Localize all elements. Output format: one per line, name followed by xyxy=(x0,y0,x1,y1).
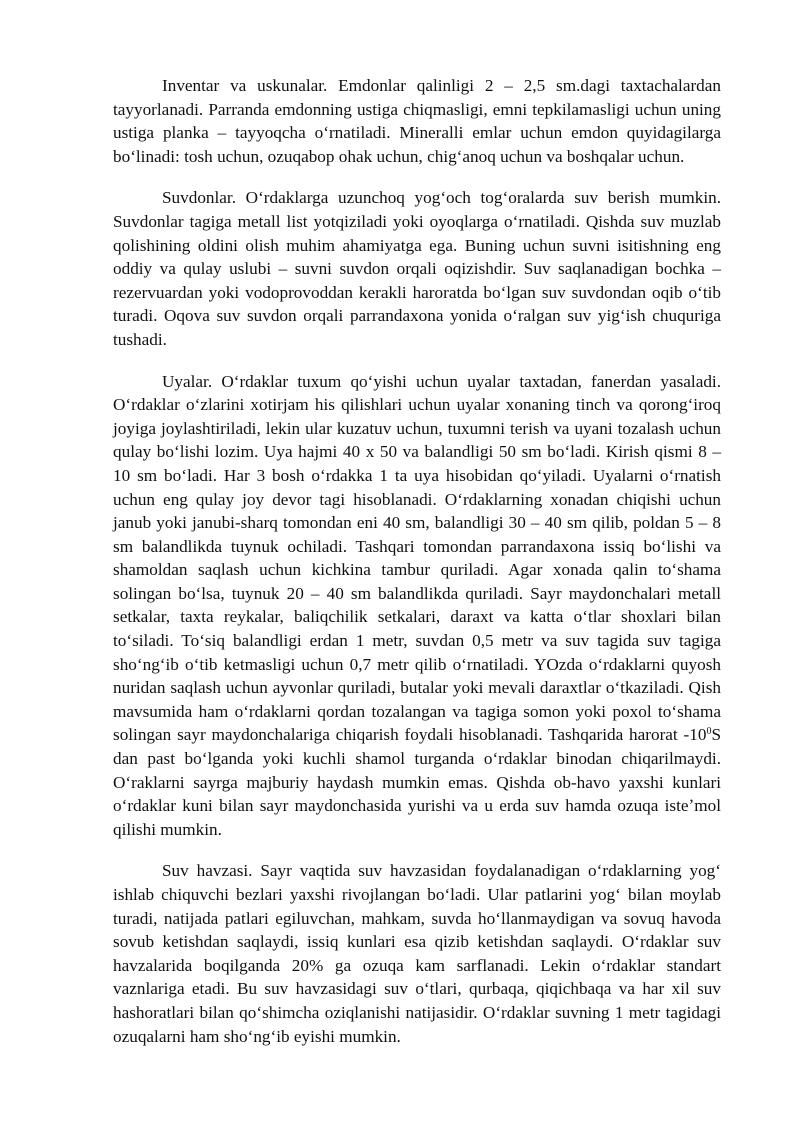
paragraph-nests xyxy=(113,370,721,842)
paragraph-water-pond: Suv havzasi. Sayr vaqtida suv havzasidan foydalanadigan oʻrdaklarning yogʻ ishlab chiquvchi bezlari yaxshi rivojlangan boʻladi. Ular patlarini yogʻ bilan moylab turadi, natijada patlari egiluvchan, mahkam, suvda hoʻllanmaydigan va sovuq havoda sovub ketishdan saqlaydi, issiq kunlari esa qizib ketishdan saqlaydi. Oʻrdaklar suv havzalarida boqilganda 20% ga ozuqa kam sarflanadi. Lekin oʻrdaklar standart vaznlariga etadi. Bu suv havzasidagi suv oʻtlari, qurbaqa, qiqichbaqa va har xil suv hashoratlari bilan qoʻshimcha oziqlanishi natijasidir. Oʻrdaklar suvning 1 metr tagidagi ozuqalarni ham shoʻngʻib eyishi mumkin. xyxy=(113,861,721,1046)
degree-superscript: 0 xyxy=(706,726,712,738)
paragraph-nests-text-part2: S dan past boʻlganda yoki kuchli shamol turganda oʻrdaklar binodan chiqarilmaydi. Oʻraklarni sayrga majburiy haydash mumkin emas. Qishda ob-havo yaxshi kunlari oʻrdaklar kuni bilan sayr maydonchasida yurishi va u erda suv hamda ozuqa isteʼmol qilishi mumkin. xyxy=(113,725,721,839)
paragraph-water-troughs: Suvdonlar. Oʻrdaklarga uzunchoq yogʻoch togʻoralarda suv berish mumkin. Suvdonlar tagiga metall list yotqiziladi yoki oyoqlarga oʻrnatiladi. Qishda suv muzlab qolishining oldini olish muhim ahamiyatga ega. Buning uchun suvni isitishning eng oddiy va qulay uslubi – suvni suvdon orqali oqizishdir. Suv saqlanadigan bochka – rezervuardan yoki vodoprovoddan kerakli haroratda boʻlgan suv suvdondan oqib oʻtib turadi. Oqova suv suvdon orqali parrandaxona yonida oʻralgan suv yigʻish chuquriga tushadi. xyxy=(113,188,721,349)
paragraph-inventory: Inventar va uskunalar. Emdonlar qalinligi 2 – 2,5 sm.dagi taxtachalardan tayyorlanadi. Parranda emdonning ustiga chiqmasligi, emni tepkilamasligi uchun uning ustiga planka – tayyoqcha oʻrnatiladi. Mineralli emlar uchun emdon quyidagilarga boʻlinadi: tosh uchun, ozuqabop ohak uchun, chigʻanoq uchun va boshqalar uchun. xyxy=(113,76,721,166)
document-page xyxy=(113,74,721,1048)
paragraph-nests-text-part1: Uyalar. Oʻrdaklar tuxum qoʻyishi uchun uyalar taxtadan, fanerdan yasaladi. Oʻrdaklar oʻzlarini xotirjam his qilishlari uchun uyalar xonaning tinch va qorongʻiroq joyiga joylashtiriladi, lekin ular kuzatuv uchun, tuxumni terish va uyani tozalash uchun qulay boʻlishi lozim. Uya hajmi 40 x 50 va balandligi 50 sm boʻladi. Kirish qismi 8 – 10 sm boʻladi. Har 3 bosh oʻrdakka 1 ta uya hisobidan qoʻyiladi. Uyalarni oʻrnatish uchun eng qulay joy devor tagi hisoblanadi. Oʻrdaklarning xonadan chiqishi uchun janub yoki janubi-sharq tomondan eni 40 sm, balandligi 30 – 40 sm qilib, poldan 5 – 8 sm balandlikda tuynuk ochiladi. Tashqari tomondan parrandaxona issiq boʻlishi va shamoldan saqlash uchun kichkina tambur quriladi. Agar xonada qalin toʻshama solingan boʻlsa, tuynuk 20 – 40 sm balandlikda quriladi. Sayr maydonchalari metall setkalar, taxta reykalar, baliqchilik setkalari, daraxt va katta oʻtlar shoxlari bilan toʻsiladi. Toʻsiq balandligi erdan 1 metr, suvdan 0,5 metr va suv tagida suv tagiga shoʻngʻib oʻtib ketmasligi uchun 0,7 metr qilib oʻrnatiladi. YOzda oʻrdaklarni quyosh nuridan saqlash uchun ayvonlar quriladi, butalar yoki mevali daraxtlar oʻtkaziladi. Qish mavsumida ham oʻrdaklarni qordan tozalangan va tagiga somon yoki poxol toʻshama solingan sayr maydonchalariga chiqarish foydali hisoblanadi. Tashqarida harorat -10 xyxy=(113,371,721,745)
